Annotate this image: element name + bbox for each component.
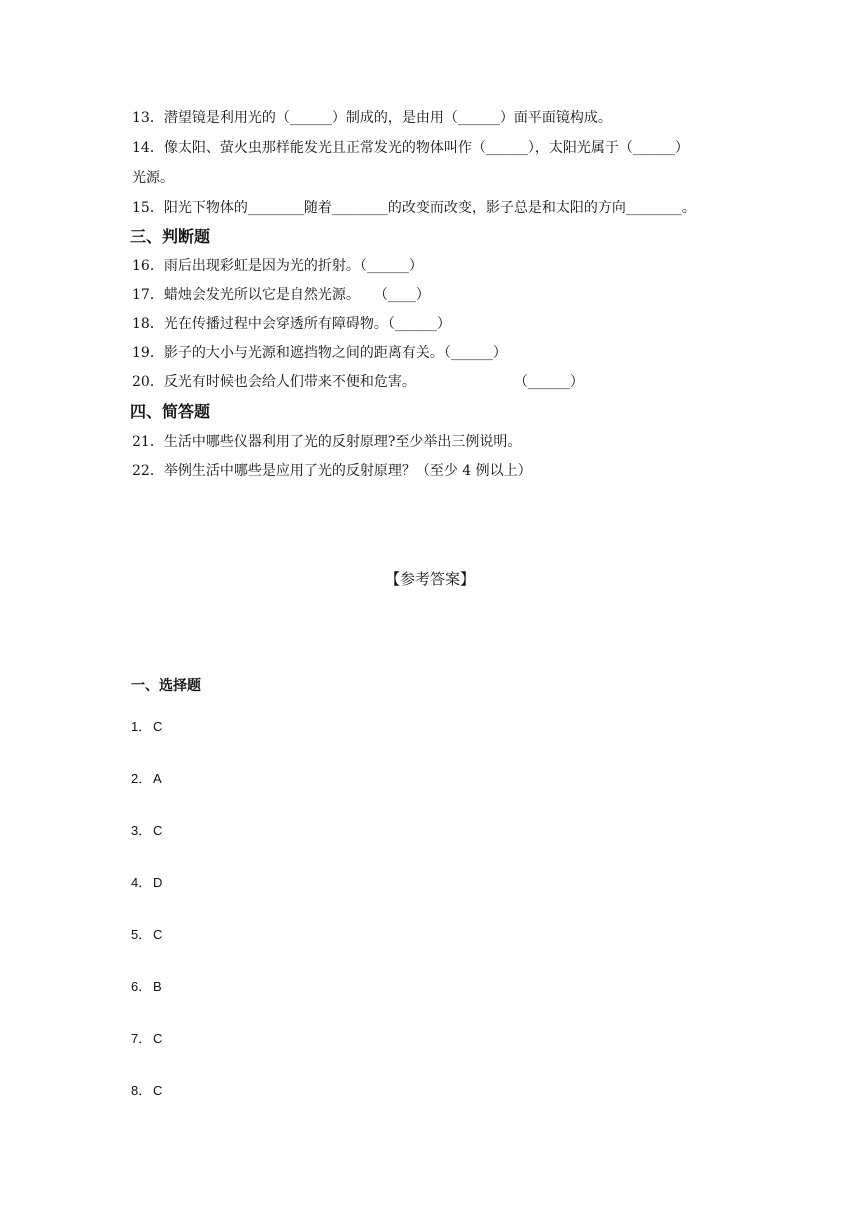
answer-value: C [153,1031,163,1046]
answer-key-title: 【参考答案】 [384,570,475,588]
answer-value: D [153,875,163,890]
question-17: 17．蜡烛会发光所以它是自然光源。 （____） [132,287,430,303]
answer-number: 4． [131,875,152,890]
answer-value: C [153,823,163,838]
answer-value: C [153,719,163,734]
answer-item [131,873,162,893]
question-21: 21．生活中哪些仪器利用了光的反射原理?至少举出三例说明。 [132,434,522,450]
question-14-continued: 光源。 [132,170,174,186]
answer-value: B [153,979,162,994]
question-22: 22．举例生活中哪些是应用了光的反射原理？（至少 4 例以上） [132,463,532,479]
answer-number: 2． [131,771,152,786]
answer-item [131,977,162,997]
question-16: 16．雨后出现彩虹是因为光的折射。（______） [132,258,423,274]
question-19: 19．影子的大小与光源和遮挡物之间的距离有关。（______） [132,345,507,361]
answer-number: 6． [131,979,152,994]
section-heading-short-answer: 四、简答题 [130,402,211,421]
question-18: 18．光在传播过程中会穿透所有障碍物。（______） [132,316,451,332]
answer-item [131,1029,162,1049]
section-heading-true-false: 三、判断题 [130,227,211,246]
answer-number: 8． [131,1083,152,1098]
answer-item [131,925,162,945]
answer-number: 5． [131,927,152,942]
answer-section-heading: 一、选择题 [131,678,201,694]
answer-item [131,717,162,737]
answer-number: 1． [131,719,152,734]
answer-item [131,1081,162,1101]
question-15: 15．阳光下物体的________随着________的改变而改变，影子总是和太阳的方向________。 [132,200,696,216]
answer-value: C [153,927,163,942]
question-14: 14．像太阳、萤火虫那样能发光且正常发光的物体叫作（______），太阳光属于（______） [132,140,689,156]
question-20: 20．反光有时候也会给人们带来不便和危害。 （______） [132,374,584,390]
answer-item [131,821,162,841]
answer-number: 7． [131,1031,152,1046]
answer-value: C [153,1083,163,1098]
question-13: 13．潜望镜是利用光的（______）制成的，是由用（______）面平面镜构成。 [132,110,612,126]
answer-item [131,769,162,789]
answer-number: 3． [131,823,152,838]
answer-value: A [153,771,162,786]
